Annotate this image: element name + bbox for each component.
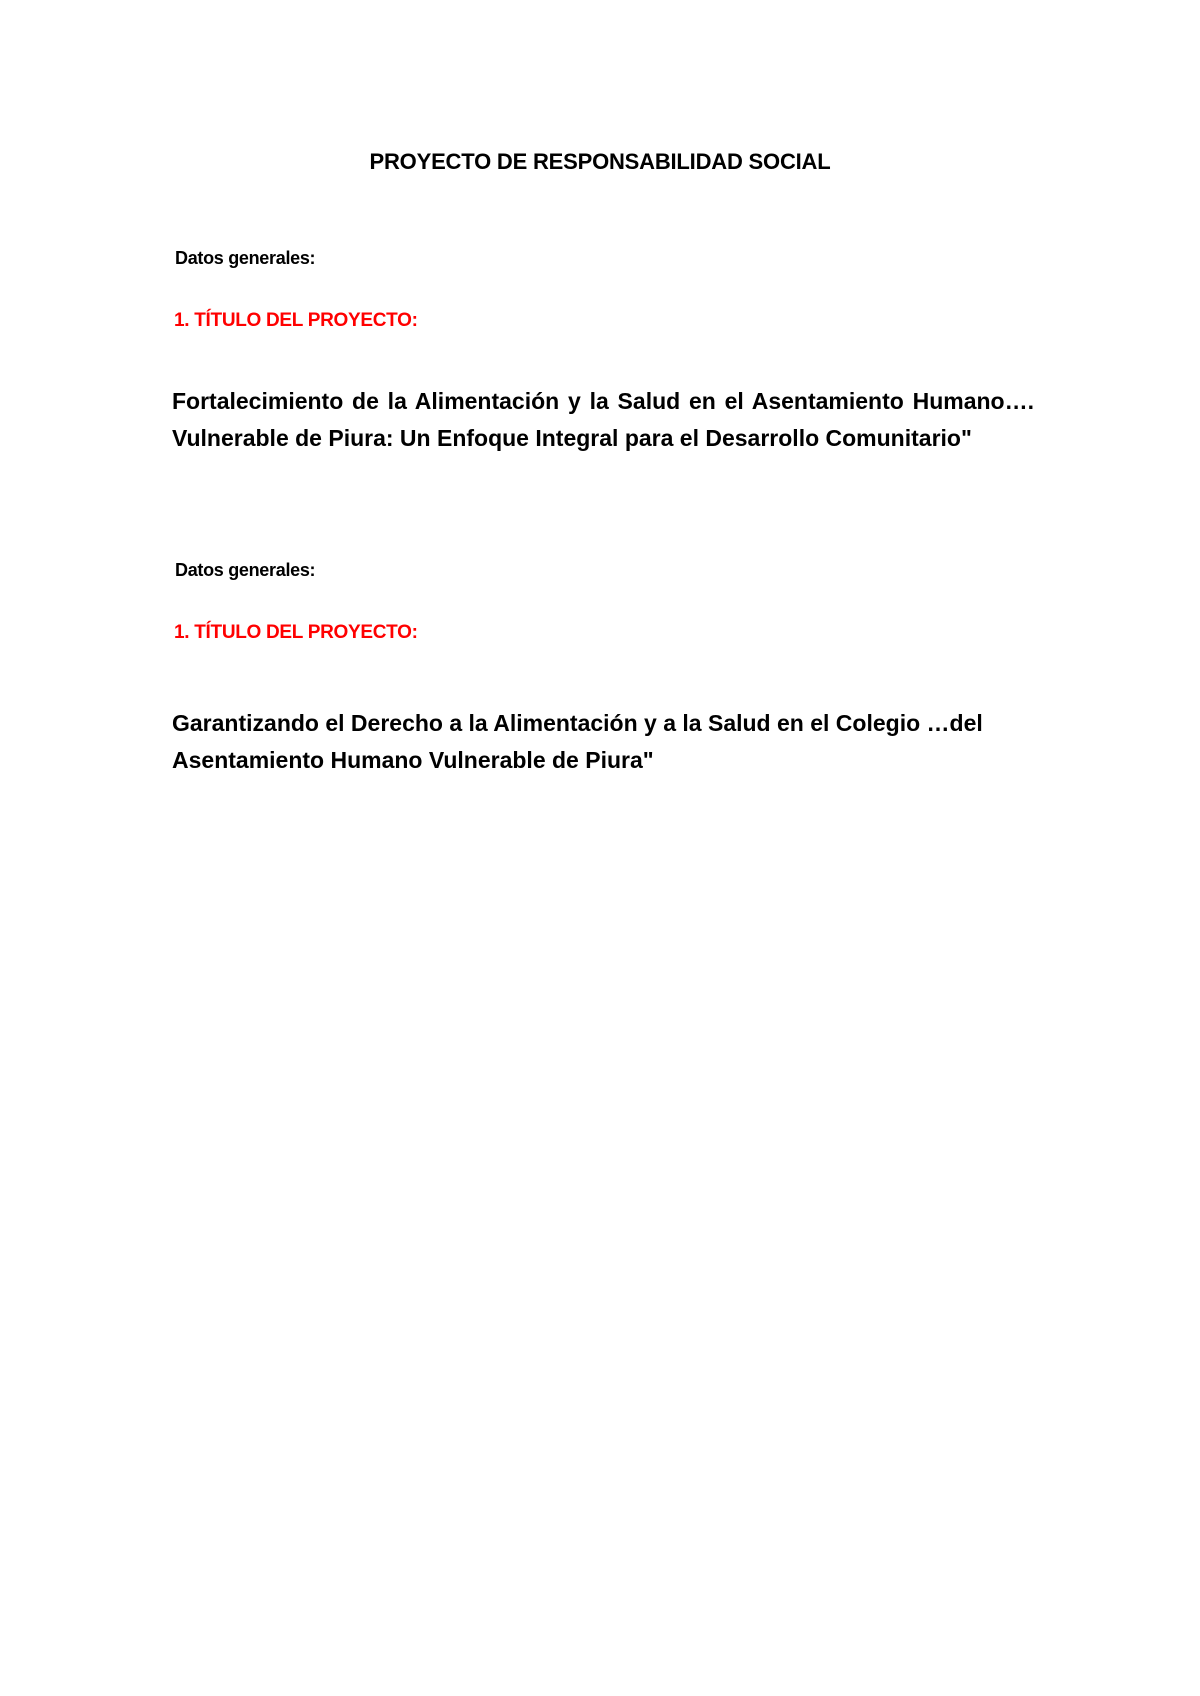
section-heading: 1. TÍTULO DEL PROYECTO: bbox=[174, 310, 418, 331]
document-title: PROYECTO DE RESPONSABILIDAD SOCIAL bbox=[369, 149, 831, 174]
general-data-label: Datos generales: bbox=[175, 248, 316, 268]
section-heading: 1. TÍTULO DEL PROYECTO: bbox=[174, 622, 418, 643]
project-title-text: Garantizando el Derecho a la Alimentación y a la Salud en el Colegio …del Asentamiento Humano Vulnerable de Piura" bbox=[172, 710, 983, 773]
project-title-text: Fortalecimiento de la Alimentación y la Salud en el Asentamiento Humano…. Vulnerable de Piura: Un Enfoque Integral para el Desarrollo Comunitario" bbox=[172, 388, 1034, 451]
general-data-label: Datos generales: bbox=[175, 560, 316, 580]
